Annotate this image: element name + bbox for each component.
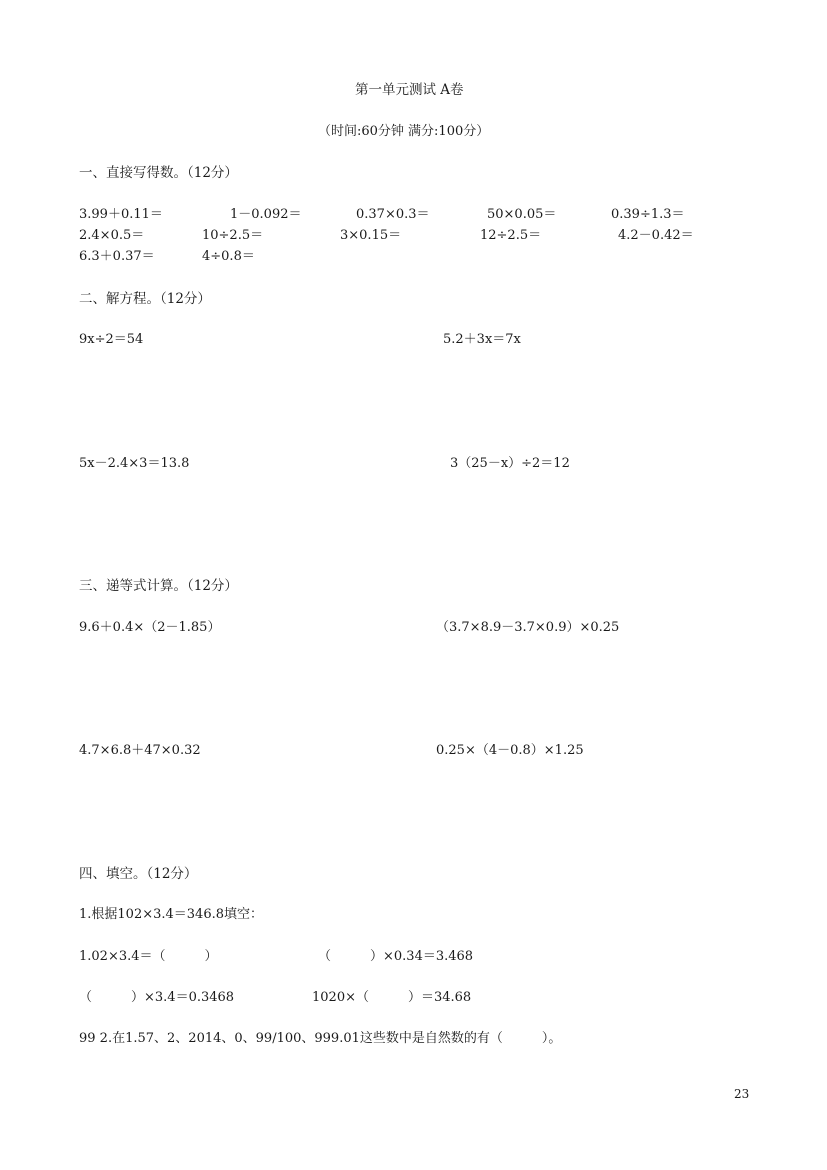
problem: 6.3＋0.37＝ — [79, 249, 155, 264]
problem: 4÷0.8＝ — [202, 249, 255, 264]
fill-blank: 1020×（ ）＝34.68 — [312, 990, 472, 1005]
page-number: 23 — [734, 1087, 750, 1101]
section-heading: 三、递等式计算。（12分） — [79, 578, 238, 594]
expression: 4.7×6.8＋47×0.32 — [79, 743, 201, 758]
equation: 9x÷2＝54 — [79, 332, 144, 347]
equation: 5x－2.4×3＝13.8 — [79, 456, 190, 471]
problem: 2.4×0.5＝ — [79, 228, 145, 243]
expression: 9.6＋0.4×（2－1.85） — [79, 620, 221, 635]
fill-blank: 1.02×3.4＝（ ） — [79, 949, 218, 964]
problem: 4.2－0.42＝ — [618, 228, 694, 243]
expression: （3.7×8.9－3.7×0.9）×0.25 — [436, 620, 620, 635]
problem: 3×0.15＝ — [340, 228, 402, 243]
problem: 1－0.092＝ — [230, 207, 302, 222]
page-subtitle: （时间:60分钟 满分:100分） — [318, 124, 490, 139]
section-heading: 一、直接写得数。（12分） — [79, 165, 238, 181]
equation: 3（25－x）÷2＝12 — [450, 456, 570, 471]
problem: 0.39÷1.3＝ — [611, 207, 685, 222]
page-title: 第一单元测试 A卷 — [355, 82, 464, 98]
section-heading: 二、解方程。（12分） — [79, 291, 211, 307]
fill-blank-question: 99 2.在1.57、2、2014、0、99/100、999.01这些数中是自然数的有（ ）。 — [79, 1031, 562, 1046]
section-heading: 四、填空。（12分） — [79, 866, 198, 882]
problem: 3.99＋0.11＝ — [79, 207, 163, 222]
fill-blank: （ ）×0.34＝3.468 — [318, 949, 474, 964]
equation: 5.2＋3x＝7x — [443, 332, 521, 347]
problem: 50×0.05＝ — [487, 207, 557, 222]
problem: 0.37×0.3＝ — [356, 207, 430, 222]
fill-blank: （ ）×3.4＝0.3468 — [79, 990, 235, 1005]
problem: 12÷2.5＝ — [480, 228, 542, 243]
expression: 0.25×（4－0.8）×1.25 — [436, 743, 584, 758]
fill-blank-prompt: 1.根据102×3.4＝346.8填空： — [79, 907, 263, 922]
problem: 10÷2.5＝ — [202, 228, 264, 243]
